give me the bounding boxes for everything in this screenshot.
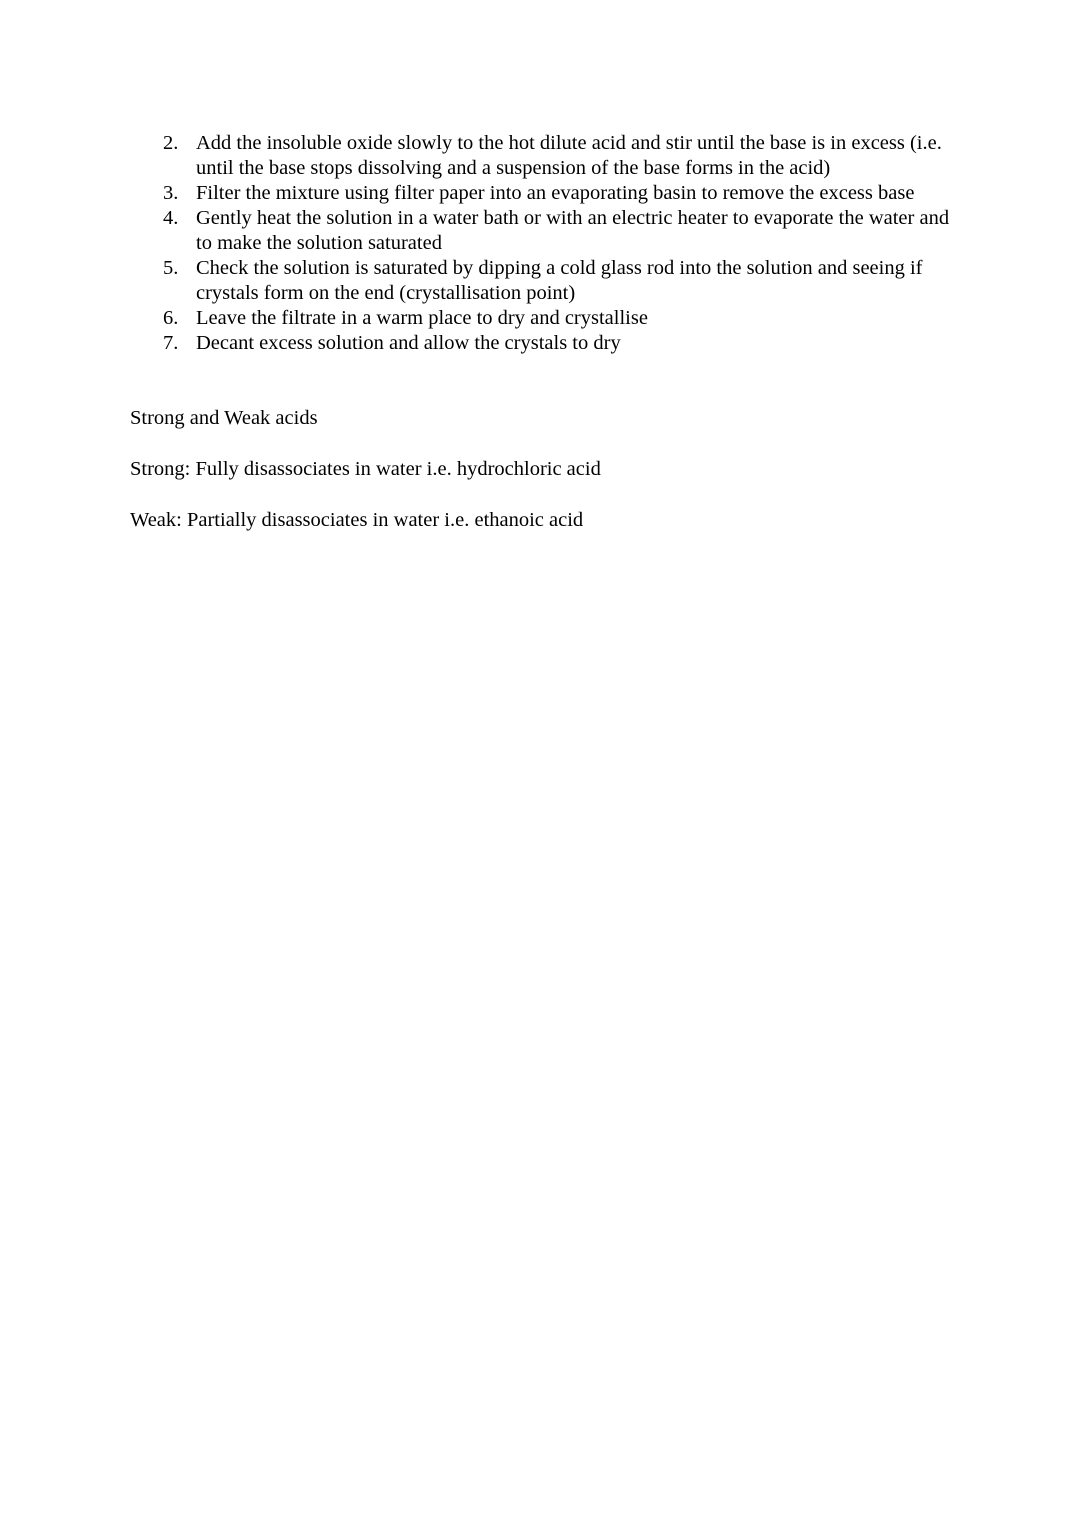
- method-steps-list: [130, 131, 960, 356]
- step-number: 7.: [163, 332, 179, 354]
- list-item: [130, 131, 960, 181]
- step-number: 5.: [163, 257, 179, 279]
- step-number: 4.: [163, 207, 179, 229]
- step-number: 3.: [163, 182, 179, 204]
- list-item: [130, 206, 960, 256]
- step-number: 2.: [163, 132, 179, 154]
- step-text: Leave the filtrate in a warm place to dry and crystallise: [196, 307, 648, 329]
- list-item: [130, 181, 960, 206]
- list-item: [130, 306, 960, 331]
- step-text: Add the insoluble oxide slowly to the hot dilute acid and stir until the base is in excess (i.e. until the base stops dissolving and a suspension of the base forms in the acid): [196, 132, 942, 179]
- step-text: Filter the mixture using filter paper into an evaporating basin to remove the excess base: [196, 182, 915, 204]
- section-heading: Strong and Weak acids: [130, 407, 318, 429]
- list-item: [130, 331, 960, 356]
- step-number: 6.: [163, 307, 179, 329]
- weak-acid-definition: Weak: Partially disassociates in water i.e. ethanoic acid: [130, 509, 584, 531]
- step-text: Gently heat the solution in a water bath or with an electric heater to evaporate the water and to make the solution saturated: [196, 207, 950, 254]
- strong-acid-definition: Strong: Fully disassociates in water i.e. hydrochloric acid: [130, 458, 601, 480]
- list-item: [130, 256, 960, 306]
- step-text: Check the solution is saturated by dipping a cold glass rod into the solution and seeing if crystals form on the end (crystallisation point): [196, 257, 923, 304]
- step-text: Decant excess solution and allow the crystals to dry: [196, 332, 621, 354]
